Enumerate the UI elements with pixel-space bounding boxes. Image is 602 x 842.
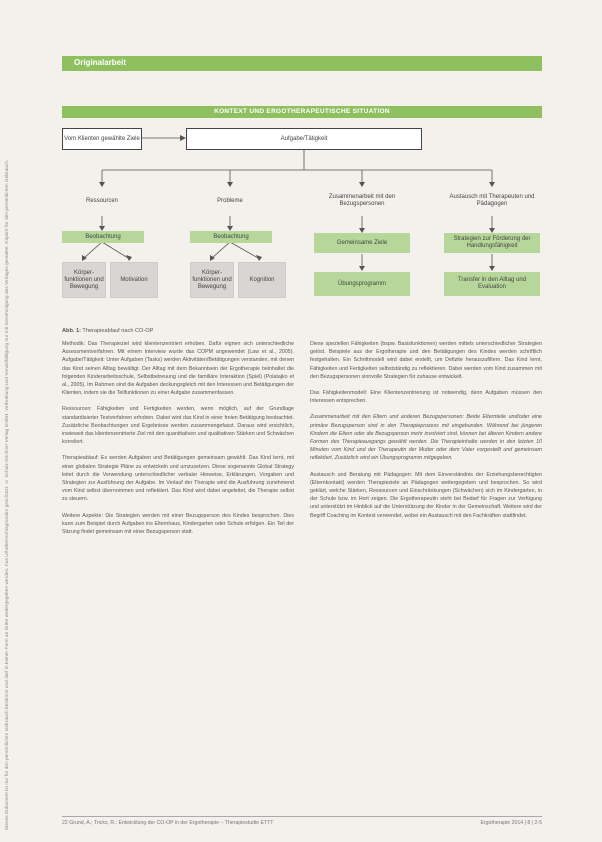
- body-functions-box-2: Körper-funktionen und Bewegung: [190, 262, 234, 298]
- right-paragraph: Das Fähigkeitenmodell: Eine Klientenzentrierung ist notwendig, denn Aufgaben müssen den Interessen entsprechen.: [310, 390, 542, 405]
- page-footer: [62, 816, 542, 826]
- right-paragraph: Zusammenarbeit mit den Eltern und anderen Bezugspersonen: Beide Elternteile und/oder eine primäre Bezugsperson sind in den Therapieprozess mit eingebunden. Während bei jüngeren Kindern die Eltern oder die Bezugsperson mehr involviert sind, können bei älteren Kindern andere Formen des Therapieausgangs gewählt werden. Die Therapieinhalte werden in den letzten 10 Minuten vom Kind und der Therapeutin der Mutter oder dem Vater vorgestellt und gemeinsam reflektiert. Zusätzlich wird ein Übungsprogramm mitgegeben.: [310, 414, 542, 462]
- caption-label: Abb. 1:: [62, 328, 81, 334]
- section-header-label: Originalarbeit: [74, 58, 127, 67]
- collaboration-label: Zusammenarbeit mit den Bezugspersonen: [328, 194, 396, 207]
- transfer-evaluation-box: Transfer in den Alltag und Evaluation: [444, 272, 540, 296]
- left-paragraph: Therapieablauf: Es werden Aufgaben und Betätigungen gemeinsam gewählt. Das Kind lernt, mit einer globalen Strategie Pläne zu entwickeln und umzusetzen. Diese sogenannte Global Strategy leitet durch die Verwendung unterschiedlicher verbaler Hinweise, Erklärungen, Vorgaben und Strategien zur Ausführung der Aufgabe. Im Verlauf der Therapie wird die Ausführung zunehmend vom Kind selbst übernommen und reflektiert. Das Kind wird dabei angeleitet, die Therapie selbst zu steuern.: [62, 455, 294, 503]
- cognition-box: Kognition: [238, 262, 286, 298]
- text-column-right: [310, 340, 542, 784]
- text-column-left: [62, 340, 294, 784]
- footer-citation: 22 Grund, A.; Tricks, R.: Entwicklung der CO-OP in der Ergotherapie – Therapiestudie ETTT: [62, 820, 274, 826]
- client-goal-box: Vom Klienten gewählte Ziele: [62, 128, 142, 150]
- problems-observation-box: Beobachtung: [190, 231, 272, 243]
- right-paragraph: Diese speziellen Fähigkeiten (bspw. Basisfunktionen) werden mittels unterschiedlicher Strategien gelöst. Beispiele aus der Ergotherapie und den Betätigungen des Kindes werden schriftlich festgehalten. Ein Schrittmodell wird dabei erstellt, um Defizite herauszufiltern. Das Kind lernt, Fähigkeiten und Fertigkeiten selbstständig zu reflektieren. Dabei werden vom Kind zusammen mit den Bezugspersonen sinnvolle Strategien für zuhause entwickelt.: [310, 341, 542, 380]
- strategies-box: Strategien zur Förderung der Handlungsfähigkeit: [444, 233, 540, 253]
- resources-label: Ressourcen: [85, 197, 118, 204]
- therapy-flow-figure: [62, 106, 542, 318]
- section-header-bar: [62, 56, 542, 71]
- figure-caption: [62, 328, 153, 334]
- resources-observation-box: Beobachtung: [62, 231, 144, 243]
- left-paragraph: Weitere Aspekte: Die Strategien werden mit einer Bezugsperson des Kindes besprochen. Dies kann zum Beispiel durch Aufgaben ins Elternhaus, Kindergarten oder Schule erfolgen. Ein Teil der Sitzung findet gemeinsam mit einer Bezugsperson statt.: [62, 512, 294, 536]
- sidebar-copyright-text: Dieses Dokument ist nur für den persönlichen Gebrauch bestimmt und darf in keiner Form an Dritte weitergegeben werden. Aus Urheberrechtsgründen geschützt. © Schulz-Kirchner Verlag GmbH. Verbreitung und Vervielfältigung nur mit Genehmigung des Verlages gestattet. Kopiert für den persönlichen Gebrauch.: [4, 159, 9, 830]
- shared-goals-box: Gemeinsame Ziele: [314, 233, 410, 253]
- left-paragraph: Methodik: Das Therapieziel wird klientenzentriert erhoben. Dafür eignen sich unterschiedliche Assessmentverfahren. Mit einem Interview wurde das COPM angewendet (Law et al., 2005). Aufgabe/Tätigkeit: Unter Aufgaben (Tasks) werden Aktivitäten/Betätigungen verstanden, mit denen das Kind seinen Alltag bewältigt. Der Alltag mit dem Bekanntsein der Ergotherapie beinhaltet die folgenden Kinderarbeitsschule, Selbstbetreuung und die familiäre Interaktion (Spiel) (Polatajko et al., 2005). Im Rahmen sind die Aufgaben deckungsgleich mit den Interessen und Betätigungen der Klienten, indem sie die Teilfunktionen zu einer Aufgabe zusammenfassen.: [62, 341, 294, 397]
- exchange-label: Austausch mit Therapeuten und Pädagogen: [449, 194, 535, 207]
- motivation-box: Motivation: [110, 262, 158, 298]
- task-box: Aufgabe/Tätigkeit: [186, 128, 422, 150]
- caption-text: Therapieablauf nach CO-OP: [82, 328, 154, 334]
- exercise-program-box: Übungsprogramm: [314, 272, 410, 296]
- footer-journal: Ergotherapie 2014 | 8 | 2-5: [480, 820, 542, 826]
- left-paragraph: Ressourcen: Fähigkeiten und Fertigkeiten werden, wenn möglich, auf der Grundlage standardisierter Testverfahren erhoben. Dabei wird das Kind in einer freien Betätigung beobachtet. Zusätzliche Beobachtungen und Ergebnisse werden zusammengefasst. Daraus wird ersichtlich, inwieweit das klientenzentrierte Ziel mit den quantitativen und qualitativen Stärken und Schwächen korreliert.: [62, 406, 294, 446]
- problems-label: Probleme: [217, 197, 243, 204]
- body-functions-box-1: Körper-funktionen und Bewegung: [62, 262, 106, 298]
- right-paragraph: Austausch und Beratung mit Pädagogen: Mit dem Einverständnis der Erziehungsberechtigten (Elternkontakt) werden Therapieziele an Pädagogen weitergegeben und besprochen. So wird geklärt, welche Stärken, Ressourcen und Einschränkungen (Schwächen) sich im Kindergarten, in der Schule bzw. im Hort zeigen. Die Ergotherapeutin steht bei Bedarf für Fragen zur Verfügung und unterstützt im Hinblick auf die Unterstützung der Kinder in der Gemeinschaft. Weitere wird der Begriff Coaching im Kontext verwendet, wobei ein Austausch mit den Fachkräften stattfindet.: [310, 471, 542, 519]
- figure-title: KONTEXT UND ERGOTHERAPEUTISCHE SITUATION: [214, 108, 390, 115]
